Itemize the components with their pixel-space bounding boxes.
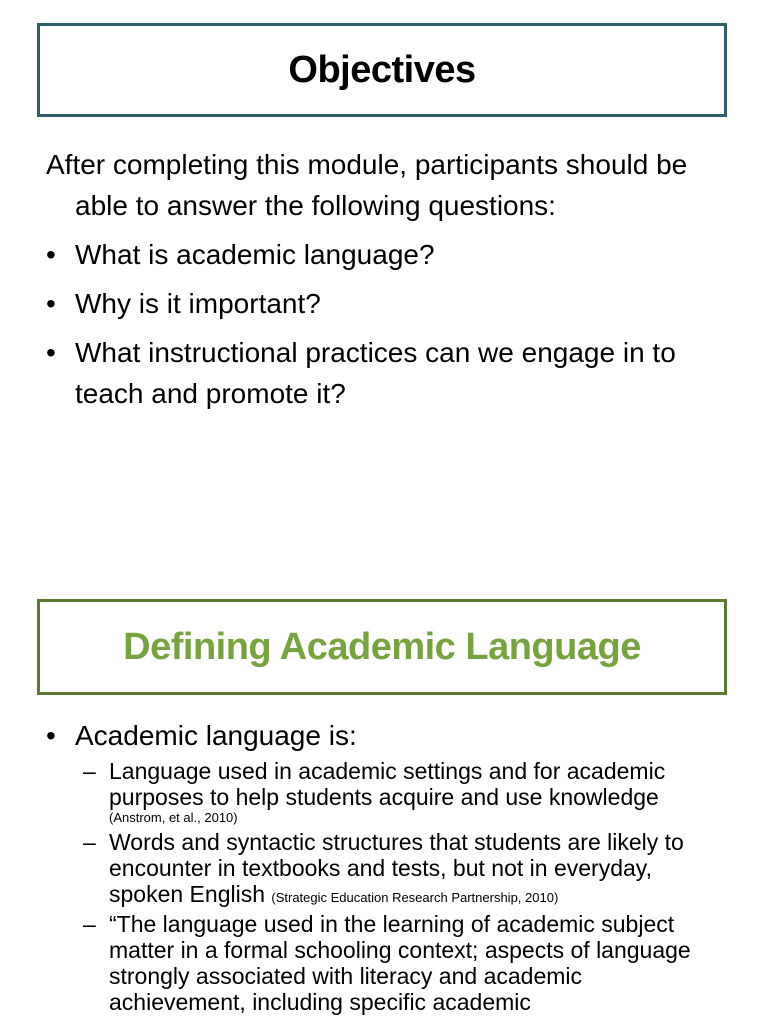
objectives-title: Objectives (288, 48, 476, 91)
defining-title: Defining Academic Language (123, 625, 641, 668)
definition-text: “The language used in the learning of academic subject matter in a formal schooling context; aspects of language strongly associated with literacy and academic achievement, including specific academic (109, 911, 691, 1015)
objective-bullet: • What is academic language? (46, 234, 726, 275)
defining-title-box (37, 599, 727, 695)
definition-text: Language used in academic settings and for academic purposes to help students acquire and use knowledge (109, 758, 666, 810)
definition-citation: (Strategic Education Research Partnership, 2010) (271, 890, 559, 905)
defining-body (46, 718, 726, 1019)
definition-text: Words and syntactic structures that students are likely to encounter in textbooks and tests, but not in everyday, spoken English (109, 829, 684, 907)
objectives-bullet-list (46, 234, 726, 414)
definition-main-bullet: • Academic language is: (46, 718, 726, 754)
objective-bullet: • What instructional practices can we engage in to teach and promote it? (46, 332, 726, 414)
objective-bullet: • Why is it important? (46, 283, 726, 324)
definition-sub-list (46, 758, 726, 1015)
defining-academic-language-slide (0, 590, 768, 1024)
definition-sub-item (83, 911, 709, 1015)
definition-sub-item (83, 758, 709, 825)
objectives-title-box (37, 23, 727, 117)
objectives-body (46, 144, 726, 422)
definition-citation: (Anstrom, et al., 2010) (109, 810, 238, 825)
definition-sub-item (83, 829, 709, 907)
objectives-intro: After completing this module, participants should be able to answer the following questions: (46, 149, 688, 221)
